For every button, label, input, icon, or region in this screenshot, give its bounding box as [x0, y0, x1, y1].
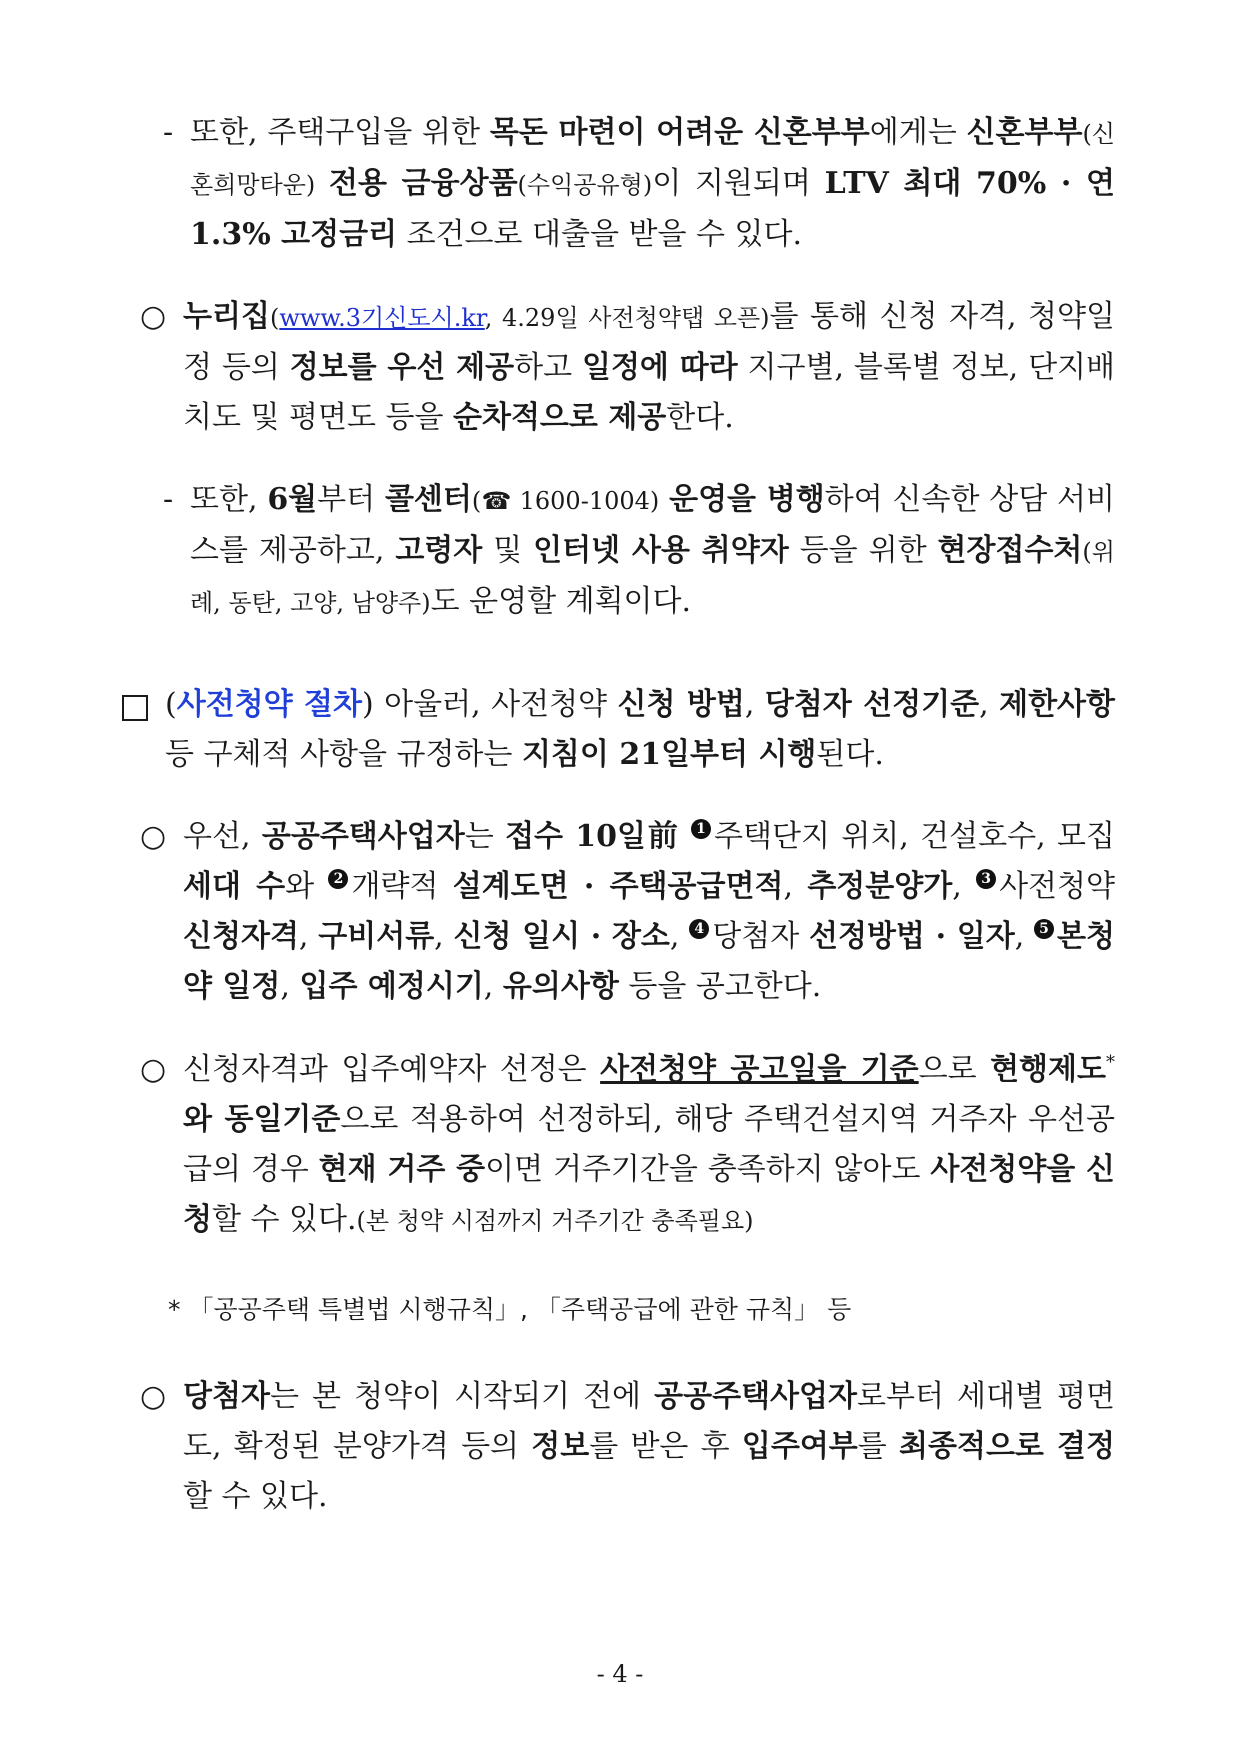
- circle-bullet: ○: [140, 819, 167, 854]
- paragraph-website-info: 누리집(www.3기신도시.kr, 4.29일 사전청약탭 오픈)를 통해 신청 자격, 청약일정 등의 정보를 우선 제공하고 일정에 따라 지구별, 블록별 정보, 단지배치도 및 평면도 등을 순차적으로 제공한다.: [183, 299, 1116, 435]
- circle-bullet: ○: [140, 1379, 167, 1414]
- paragraph-newlywed-loan: 또한, 주택구입을 위한 목돈 마련이 어려운 신혼부부에게는 신혼부부(신혼희망타운) 전용 금융상품(수익공유형)이 지원되며 LTV 최대 70% · 연 1.3% 고정금리 조건으로 대출을 받을 수 있다.: [190, 115, 1115, 252]
- number-marker-3: 3: [976, 869, 996, 889]
- paragraph-call-center: 또한, 6월부터 콜센터(☎ 1600-1004) 운영을 병행하여 신속한 상담 서비스를 제공하고, 고령자 및 인터넷 사용 취약자 등을 위한 현장접수처(위례, 동탄, 고양, 남양주)도 운영할 계획이다.: [190, 482, 1115, 619]
- number-marker-5: 5: [1034, 919, 1054, 939]
- paragraph-winner-decision: 당첨자는 본 청약이 시작되기 전에 공공주택사업자로부터 세대별 평면도, 확정된 분양가격 등의 정보를 받은 후 입주여부를 최종적으로 결정할 수 있다.: [183, 1379, 1115, 1514]
- circle-bullet: ○: [140, 1052, 167, 1087]
- number-marker-2: 2: [328, 869, 348, 889]
- website-link[interactable]: www.3기신도시.kr: [279, 304, 485, 332]
- paragraph-eligibility: 신청자격과 입주예약자 선정은 사전청약 공고일을 기준으로 현행제도*와 동일기준으로 적용하여 선정하되, 해당 주택건설지역 거주자 우선공급의 경우 현재 거주 중이면 거주기간을 충족하지 않아도 사전청약을 신청할 수 있다.(본 청약 시점까지 거주기간 충족필요): [183, 1052, 1116, 1237]
- dash-bullet: -: [163, 482, 174, 517]
- phone-number: (☎ 1600-1004): [471, 487, 660, 515]
- section-box-icon: [122, 695, 148, 721]
- section-heading: 사전청약 절차: [176, 687, 362, 722]
- dash-bullet: -: [163, 115, 174, 150]
- number-marker-1: 1: [691, 819, 711, 839]
- number-marker-4: 4: [689, 919, 709, 939]
- paragraph-announcement-items: 우선, 공공주택사업자는 접수 10일前 1 주택단지 위치, 건설호수, 모집 세대 수와 2 개략적 설계도면 · 주택공급면적, 추정분양가, 3 사전청약 신청자격, 구비서류, 신청 일시 · 장소, 4 당첨자 선정방법 · 일자, 5 본청약 일정, 입주 예정시기, 유의사항 등을 공고한다.: [183, 819, 1115, 1004]
- footnote: * 「공공주택 특별법 시행규칙」, 「주택공급에 관한 규칙」 등: [168, 1295, 852, 1324]
- circle-bullet: ○: [140, 299, 167, 334]
- section-pre-subscription-procedure: (사전청약 절차) 아울러, 사전청약 신청 방법, 당첨자 선정기준, 제한사항 등 구체적 사항을 규정하는 지침이 21일부터 시행된다.: [165, 687, 1116, 772]
- page-number: - 4 -: [596, 1660, 644, 1688]
